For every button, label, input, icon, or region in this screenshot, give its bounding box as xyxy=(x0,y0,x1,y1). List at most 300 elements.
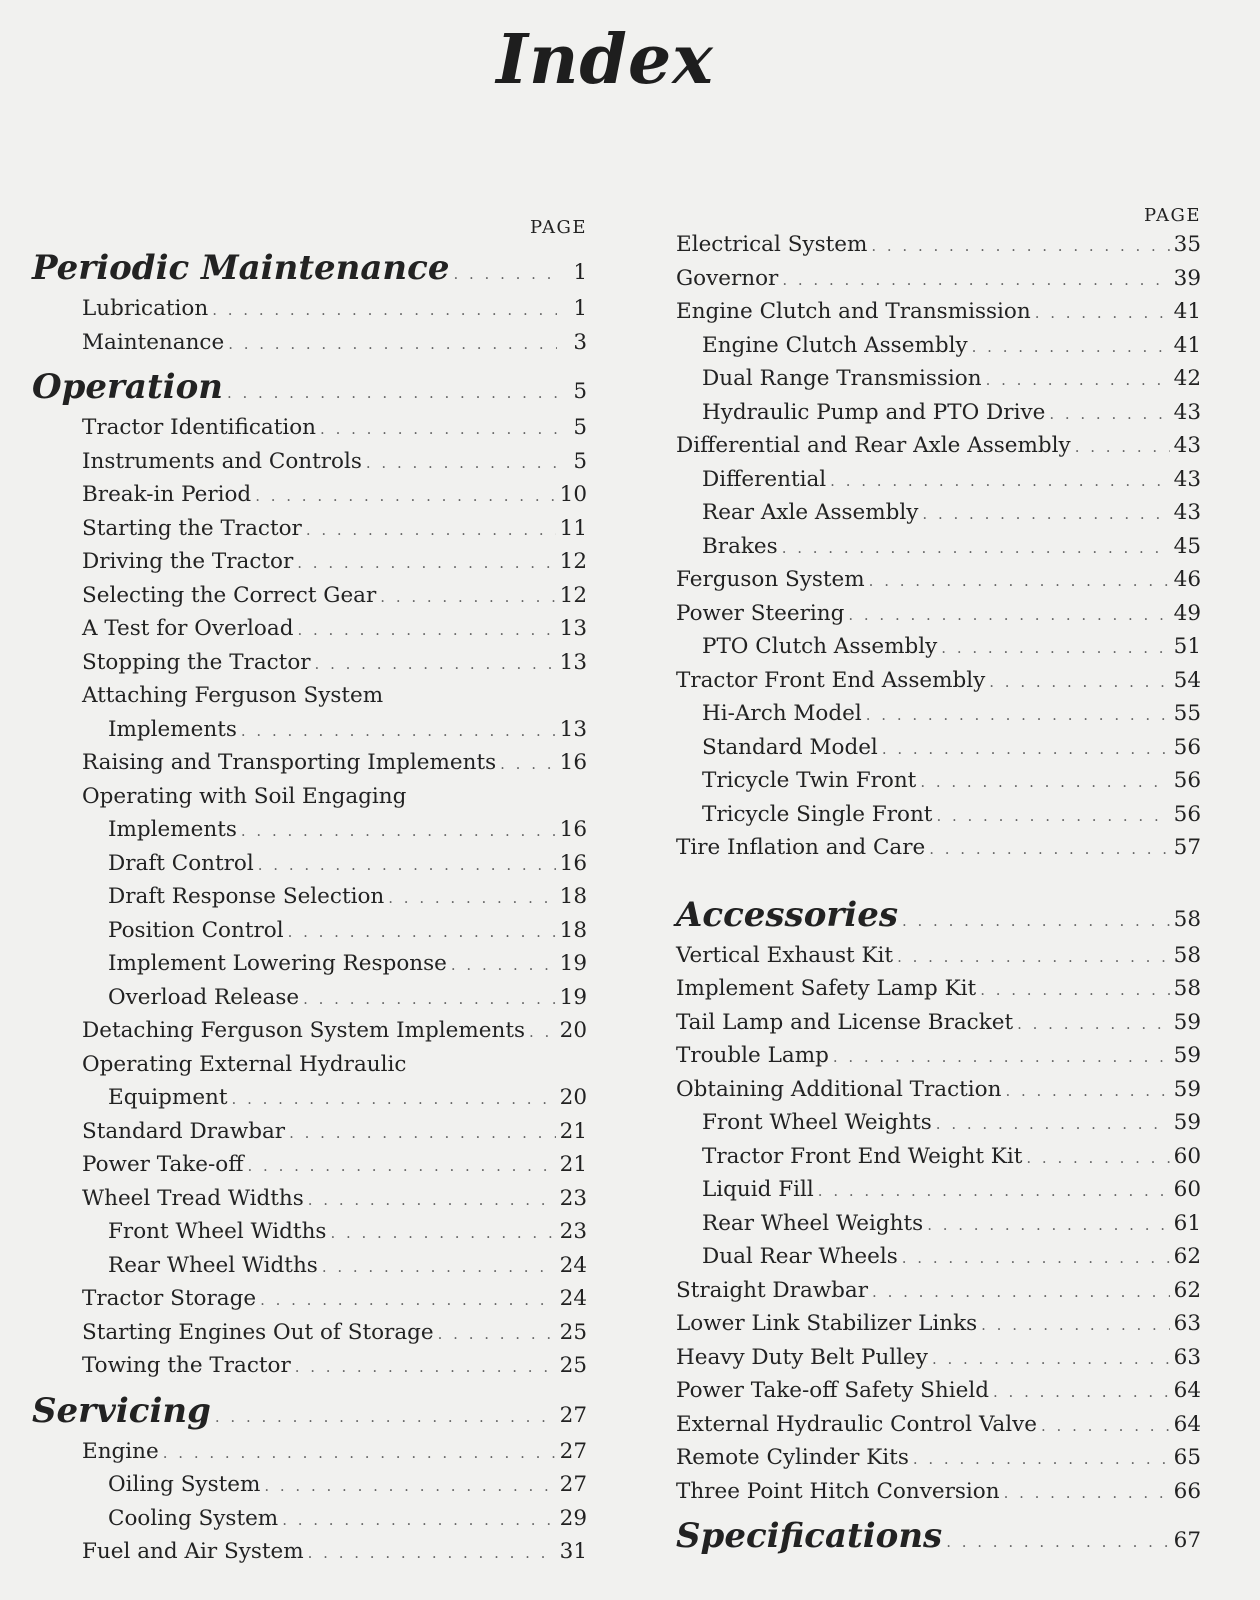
index-entry xyxy=(32,1014,587,1048)
entry-label: Cooling System xyxy=(108,1505,279,1531)
page-number: 59 xyxy=(1173,1076,1201,1102)
dot-leader xyxy=(297,547,555,581)
index-entry xyxy=(676,697,1201,731)
entry-label: Detaching Ferguson System Implements xyxy=(82,1018,526,1043)
page-number: 62 xyxy=(1173,1277,1201,1303)
index-entries-right xyxy=(676,228,1201,1560)
page-number: 67 xyxy=(1173,1528,1201,1553)
entry-label: Three Point Hitch Conversion xyxy=(676,1478,1000,1504)
index-entry xyxy=(32,545,587,579)
entry-label: Tractor Storage xyxy=(82,1286,257,1311)
index-entry xyxy=(676,563,1201,597)
index-entry xyxy=(32,326,587,360)
page-number: 59 xyxy=(1173,1110,1201,1135)
entry-label: Periodic Maintenance xyxy=(32,248,450,288)
index-entry xyxy=(32,1249,587,1283)
dot-leader xyxy=(833,1041,1170,1075)
page-number: 62 xyxy=(1173,1244,1201,1269)
dot-leader xyxy=(453,250,557,298)
entry-label: Hydraulic Pump and PTO Drive xyxy=(702,399,1046,425)
entry-label: Attaching Ferguson System xyxy=(82,683,384,708)
dot-leader xyxy=(830,465,1169,499)
dot-leader xyxy=(288,916,556,950)
index-entry xyxy=(32,1282,587,1316)
page-number: 12 xyxy=(559,549,587,574)
entry-label: Lubrication xyxy=(82,296,209,321)
index-entry xyxy=(676,295,1201,329)
index-entry xyxy=(676,429,1201,463)
page-number: 24 xyxy=(559,1286,587,1311)
dot-leader xyxy=(212,294,557,328)
page-number: 58 xyxy=(1173,976,1201,1001)
page-number: 45 xyxy=(1173,533,1201,559)
entry-label: Specifications xyxy=(676,1516,943,1556)
dot-leader xyxy=(241,715,556,749)
page-number: 49 xyxy=(1173,600,1201,626)
entry-label: Front Wheel Widths xyxy=(108,1219,327,1244)
entry-label: Rear Axle Assembly xyxy=(702,500,919,525)
index-entry xyxy=(32,1081,587,1115)
entry-label: Engine Clutch Assembly xyxy=(702,332,968,358)
entry-label: Position Control xyxy=(108,917,284,943)
index-entry xyxy=(676,664,1201,698)
entry-label: Brakes xyxy=(702,533,778,559)
dot-leader xyxy=(902,1242,1170,1276)
entry-label: Liquid Fill xyxy=(702,1177,814,1202)
page-number: 61 xyxy=(1173,1210,1201,1236)
entry-label: Oiling System xyxy=(108,1472,261,1497)
dot-leader xyxy=(438,1318,556,1352)
page-number: 16 xyxy=(559,850,587,876)
index-entry xyxy=(32,746,587,780)
index-entry xyxy=(676,1341,1201,1375)
entry-label: Tricycle Single Front xyxy=(702,801,933,827)
index-entry xyxy=(676,1173,1201,1207)
index-entry xyxy=(32,612,587,646)
page-number: 41 xyxy=(1173,332,1201,358)
page-number: 35 xyxy=(1173,232,1201,257)
entry-label: Draft Control xyxy=(108,850,254,876)
page-number: 43 xyxy=(1173,433,1201,458)
dot-leader xyxy=(163,1437,556,1471)
dot-leader xyxy=(451,949,556,983)
entry-label: Draft Response Selection xyxy=(108,884,385,909)
dot-leader xyxy=(529,1016,556,1050)
entry-label: Overload Release xyxy=(108,984,300,1010)
page-number: 11 xyxy=(559,515,587,541)
index-entry xyxy=(32,1468,587,1502)
page-number: 16 xyxy=(559,750,587,775)
dot-leader xyxy=(972,331,1170,365)
dot-leader xyxy=(306,514,556,548)
index-entry xyxy=(32,679,587,713)
dot-leader xyxy=(782,532,1170,566)
entry-label: Accessories xyxy=(676,894,898,935)
page-number: 56 xyxy=(1173,734,1201,760)
index-entry xyxy=(32,579,587,613)
dot-leader xyxy=(993,1376,1170,1410)
index-entry xyxy=(676,1374,1201,1408)
index-entry xyxy=(32,981,587,1015)
dot-leader xyxy=(308,1184,556,1218)
entry-label: Power Take-off xyxy=(82,1152,244,1177)
entry-label: Power Take-off Safety Shield xyxy=(676,1378,989,1403)
dot-leader xyxy=(986,364,1170,398)
index-section-heading xyxy=(32,363,587,411)
page-column-header: PAGE xyxy=(530,217,587,238)
index-entry xyxy=(676,1006,1201,1040)
entry-label: Implement Safety Lamp Kit xyxy=(676,976,977,1001)
index-entry xyxy=(676,329,1201,363)
dot-leader xyxy=(303,983,556,1017)
entry-label: Rear Wheel Widths xyxy=(108,1252,318,1278)
page-number: 25 xyxy=(559,1353,587,1378)
index-column-right xyxy=(676,204,1201,1560)
dot-leader xyxy=(871,230,1169,264)
dot-leader xyxy=(818,1175,1170,1209)
dot-leader xyxy=(941,632,1169,666)
entry-label: Equipment xyxy=(108,1085,228,1110)
entry-label: Heavy Duty Belt Pulley xyxy=(676,1344,928,1370)
entry-label: Differential xyxy=(702,466,827,492)
entry-label: Engine Clutch and Transmission xyxy=(676,299,1031,324)
page-number: 18 xyxy=(559,917,587,943)
entry-label: PTO Clutch Assembly xyxy=(702,634,938,659)
index-entry xyxy=(32,1435,587,1469)
entry-label: Lower Link Stabilizer Links xyxy=(676,1311,978,1336)
dot-leader xyxy=(289,1117,556,1151)
entry-label: Servicing xyxy=(32,1390,211,1431)
page-number: 23 xyxy=(559,1185,587,1211)
entry-label: Obtaining Additional Traction xyxy=(676,1076,1002,1102)
entry-label: Vertical Exhaust Kit xyxy=(676,942,894,968)
entry-label: External Hydraulic Control Valve xyxy=(676,1411,1037,1437)
entry-label: Standard Model xyxy=(702,734,878,760)
page-number: 27 xyxy=(559,1402,587,1428)
page-number: 5 xyxy=(573,448,587,474)
index-entry xyxy=(676,798,1201,832)
dot-leader xyxy=(248,1150,556,1184)
dot-leader xyxy=(315,648,556,682)
page-number: 19 xyxy=(559,984,587,1010)
dot-leader xyxy=(782,264,1169,298)
page-number: 55 xyxy=(1173,701,1201,726)
page-number: 41 xyxy=(1173,299,1201,324)
dot-leader xyxy=(882,733,1170,767)
entry-label: Operating with Soil Engaging xyxy=(82,783,407,809)
page-number: 1 xyxy=(573,260,587,285)
page-number: 25 xyxy=(559,1319,587,1345)
dot-leader xyxy=(380,581,555,615)
dot-leader xyxy=(866,699,1170,733)
index-entry xyxy=(676,597,1201,631)
page-number: 64 xyxy=(1173,1378,1201,1403)
dot-leader xyxy=(936,800,1169,834)
entry-label: Tractor Identification xyxy=(82,415,317,440)
entry-label: Break-in Period xyxy=(82,482,252,507)
entry-label: Electrical System xyxy=(676,232,868,257)
page-number: 29 xyxy=(559,1505,587,1531)
page-number: 54 xyxy=(1173,667,1201,693)
page-number: 59 xyxy=(1173,1043,1201,1068)
entry-label: Stopping the Tractor xyxy=(82,649,311,675)
dot-leader xyxy=(980,974,1169,1008)
page-number: 43 xyxy=(1173,466,1201,492)
dot-leader xyxy=(282,1504,555,1538)
dot-leader xyxy=(322,1251,556,1285)
index-entry xyxy=(32,914,587,948)
index-entry xyxy=(32,411,587,445)
index-entry xyxy=(676,731,1201,765)
index-entry xyxy=(676,228,1201,262)
page-number: 58 xyxy=(1173,906,1201,932)
dot-leader xyxy=(902,897,1170,945)
entry-label: Starting Engines Out of Storage xyxy=(82,1319,434,1345)
dot-leader xyxy=(227,369,557,417)
entry-label: Implements xyxy=(108,716,237,742)
index-entry xyxy=(32,780,587,814)
page-number: 3 xyxy=(573,329,587,355)
entry-label: Implements xyxy=(108,817,237,842)
dot-leader xyxy=(258,849,556,883)
page-number: 63 xyxy=(1173,1344,1201,1370)
dot-leader xyxy=(228,328,557,362)
index-section-heading xyxy=(676,891,1201,939)
page-number: 60 xyxy=(1173,1143,1201,1169)
entry-label: Straight Drawbar xyxy=(676,1277,869,1303)
dot-leader xyxy=(366,447,557,481)
index-entry xyxy=(676,1475,1201,1509)
index-entry xyxy=(32,713,587,747)
page-number: 64 xyxy=(1173,1411,1201,1437)
entry-label: Wheel Tread Widths xyxy=(82,1185,304,1211)
entry-label: Starting the Tractor xyxy=(82,515,302,541)
page-number: 66 xyxy=(1173,1478,1201,1504)
page-number: 46 xyxy=(1173,567,1201,592)
page-number: 21 xyxy=(559,1152,587,1177)
entry-label: Differential and Rear Axle Assembly xyxy=(676,433,1071,458)
entry-label: Tractor Front End Assembly xyxy=(676,667,986,693)
page-number: 24 xyxy=(559,1252,587,1278)
entry-label: Raising and Transporting Implements xyxy=(82,750,497,775)
dot-leader xyxy=(913,1443,1170,1477)
dot-leader xyxy=(1049,398,1169,432)
index-entry xyxy=(676,939,1201,973)
index-entry xyxy=(32,947,587,981)
index-entry xyxy=(32,292,587,326)
index-entry xyxy=(32,445,587,479)
index-entry xyxy=(676,1441,1201,1475)
index-entry xyxy=(676,1408,1201,1442)
index-section-heading xyxy=(676,1512,1201,1560)
index-entries-left xyxy=(32,244,587,1569)
index-entry xyxy=(32,1316,587,1350)
index-entry xyxy=(676,362,1201,396)
index-entry xyxy=(676,1073,1201,1107)
entry-label: Instruments and Controls xyxy=(82,448,362,474)
page-number: 59 xyxy=(1173,1009,1201,1035)
page-number: 1 xyxy=(573,296,587,321)
dot-leader xyxy=(1017,1008,1170,1042)
dot-leader xyxy=(215,1393,556,1441)
entry-label: Ferguson System xyxy=(676,567,865,592)
dot-leader xyxy=(1026,1142,1169,1176)
index-entry xyxy=(676,1274,1201,1308)
page-number: 63 xyxy=(1173,1311,1201,1336)
index-entry xyxy=(32,1182,587,1216)
index-entry xyxy=(676,262,1201,296)
dot-leader xyxy=(308,1537,556,1571)
entry-label: A Test for Overload xyxy=(82,616,294,641)
page-title: Index xyxy=(496,20,714,100)
dot-leader xyxy=(232,1083,556,1117)
entry-label: Rear Wheel Weights xyxy=(702,1210,924,1236)
page-number: 27 xyxy=(559,1438,587,1464)
entry-label: Operating External Hydraulic xyxy=(82,1051,407,1077)
page-number: 51 xyxy=(1173,634,1201,659)
index-entry xyxy=(32,478,587,512)
dot-leader xyxy=(929,833,1169,867)
page-number: 21 xyxy=(559,1118,587,1144)
index-entry xyxy=(32,1048,587,1082)
index-entry xyxy=(676,463,1201,497)
dot-leader xyxy=(848,599,1169,633)
dot-leader xyxy=(320,413,557,447)
index-section-heading xyxy=(32,1387,587,1435)
entry-label: Dual Rear Wheels xyxy=(702,1244,898,1269)
dot-leader xyxy=(388,882,555,916)
index-entry xyxy=(676,1207,1201,1241)
page-number: 12 xyxy=(559,582,587,608)
entry-label: Dual Range Transmission xyxy=(702,366,982,391)
index-entry xyxy=(676,530,1201,564)
page-number: 13 xyxy=(559,616,587,641)
dot-leader xyxy=(869,565,1170,599)
entry-label: Power Steering xyxy=(676,600,845,626)
entry-label: Towing the Tractor xyxy=(82,1353,291,1378)
entry-label: Hi-Arch Model xyxy=(702,701,862,726)
dot-leader xyxy=(264,1470,555,1504)
page-number: 43 xyxy=(1173,399,1201,425)
page-number: 39 xyxy=(1173,265,1201,291)
dot-leader xyxy=(981,1309,1170,1343)
page-number: 42 xyxy=(1173,366,1201,391)
page-number: 57 xyxy=(1173,835,1201,860)
index-entry xyxy=(32,1148,587,1182)
page-number: 5 xyxy=(573,379,587,404)
entry-label: Driving the Tractor xyxy=(82,549,294,574)
dot-leader xyxy=(989,666,1169,700)
entry-label: Remote Cylinder Kits xyxy=(676,1445,909,1470)
dot-leader xyxy=(932,1343,1170,1377)
index-entry xyxy=(676,764,1201,798)
page-number: 13 xyxy=(559,716,587,742)
page-number: 18 xyxy=(559,884,587,909)
page-number: 10 xyxy=(559,482,587,507)
dot-leader xyxy=(936,1108,1170,1142)
entry-label: Selecting the Correct Gear xyxy=(82,582,377,608)
index-section-heading xyxy=(32,244,587,292)
dot-leader xyxy=(255,480,555,514)
entry-label: Operation xyxy=(32,367,223,407)
dot-leader xyxy=(500,748,556,782)
entry-label: Implement Lowering Response xyxy=(108,951,447,976)
entry-label: Governor xyxy=(676,265,779,291)
dot-leader xyxy=(872,1276,1170,1310)
index-entry xyxy=(32,646,587,680)
entry-label: Front Wheel Weights xyxy=(702,1110,932,1135)
dot-leader xyxy=(260,1284,556,1318)
page-number: 31 xyxy=(559,1539,587,1564)
index-entry xyxy=(32,1502,587,1536)
index-entry xyxy=(676,831,1201,865)
dot-leader xyxy=(295,1351,556,1385)
page-number: 43 xyxy=(1173,500,1201,525)
index-entry xyxy=(676,1039,1201,1073)
index-entry xyxy=(676,972,1201,1006)
dot-leader xyxy=(946,1518,1169,1566)
dot-leader xyxy=(927,1209,1169,1243)
dot-leader xyxy=(1035,297,1170,331)
index-entry xyxy=(676,1240,1201,1274)
index-entry xyxy=(32,1349,587,1383)
dot-leader xyxy=(897,941,1170,975)
page-number: 5 xyxy=(573,415,587,440)
dot-leader xyxy=(1005,1075,1169,1109)
page-number: 27 xyxy=(559,1472,587,1497)
index-entry xyxy=(32,512,587,546)
entry-label: Fuel and Air System xyxy=(82,1539,304,1564)
dot-leader xyxy=(297,614,555,648)
index-entry xyxy=(32,813,587,847)
page-column-header: PAGE xyxy=(1144,205,1201,226)
index-entry xyxy=(676,1307,1201,1341)
index-column-left xyxy=(32,216,587,1569)
page-number: 56 xyxy=(1173,801,1201,827)
index-entry xyxy=(32,1215,587,1249)
entry-label: Tractor Front End Weight Kit xyxy=(702,1143,1023,1169)
dot-leader xyxy=(330,1217,555,1251)
index-entry xyxy=(676,1140,1201,1174)
index-entry xyxy=(676,1106,1201,1140)
page-number: 56 xyxy=(1173,768,1201,793)
index-entry xyxy=(32,1115,587,1149)
page-number: 16 xyxy=(559,817,587,842)
page-number: 23 xyxy=(559,1219,587,1244)
entry-label: Tire Inflation and Care xyxy=(676,835,926,860)
entry-label: Standard Drawbar xyxy=(82,1118,286,1144)
index-entry xyxy=(32,1535,587,1569)
page-number: 13 xyxy=(559,649,587,675)
index-entry xyxy=(32,847,587,881)
index-entry xyxy=(676,496,1201,530)
page-number: 65 xyxy=(1173,1445,1201,1470)
entry-label: Maintenance xyxy=(82,329,225,355)
entry-label: Tricycle Twin Front xyxy=(702,768,917,793)
dot-leader xyxy=(1004,1477,1170,1511)
dot-leader xyxy=(241,815,556,849)
dot-leader xyxy=(1041,1410,1170,1444)
index-entry xyxy=(676,396,1201,430)
entry-label: Trouble Lamp xyxy=(676,1043,829,1068)
entry-label: Tail Lamp and License Bracket xyxy=(676,1009,1014,1035)
entry-label: Engine xyxy=(82,1438,159,1464)
page-number: 19 xyxy=(559,951,587,976)
page-number: 58 xyxy=(1173,942,1201,968)
section-spacer xyxy=(676,865,1201,887)
page-number: 20 xyxy=(559,1085,587,1110)
page-number: 20 xyxy=(559,1018,587,1043)
